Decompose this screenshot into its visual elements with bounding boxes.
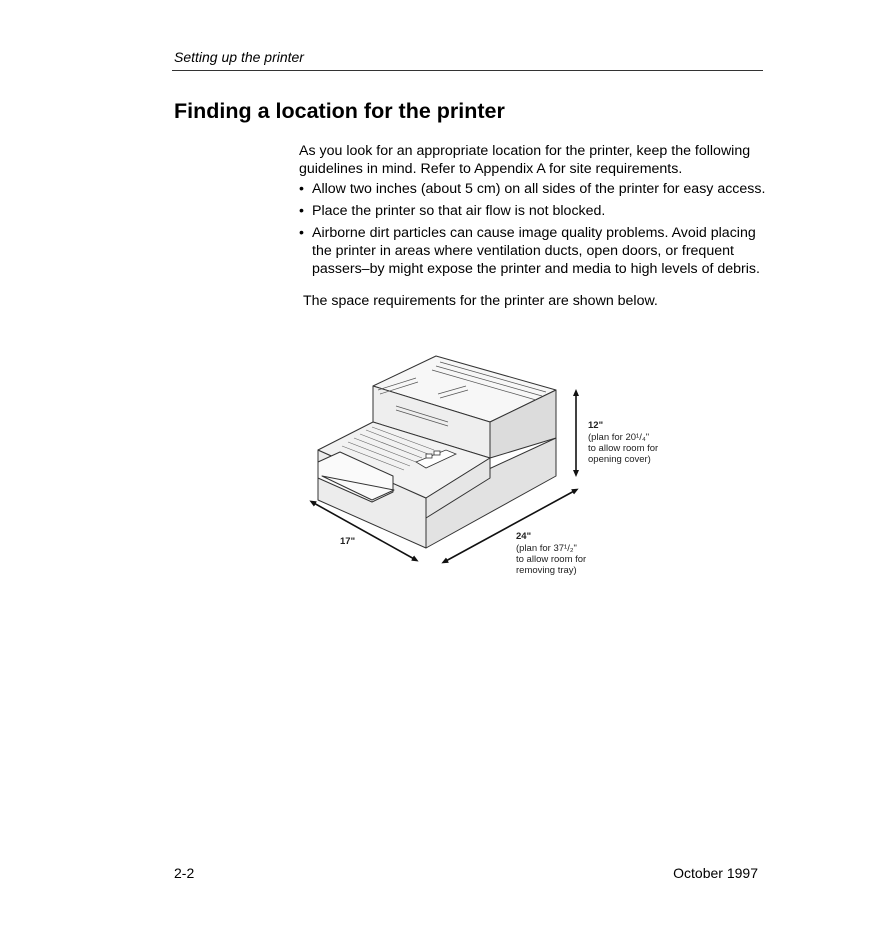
- list-item-text: Place the printer so that air flow is not blocked.: [312, 203, 606, 219]
- list-item-text: Allow two inches (about 5 cm) on all sides of the printer for easy access.: [312, 181, 766, 197]
- height-note-line: (plan for 20¹/₄": [588, 432, 650, 443]
- list-item-text: Airborne dirt particles can cause image quality problems. Avoid placing the printer in areas where ventilation ducts, open doors, or frequent passers–by might expose the printer and media to high levels of debris.: [312, 225, 760, 277]
- depth-note-line: removing tray): [516, 565, 577, 576]
- bullet-icon: •: [299, 181, 304, 197]
- printer-space-diagram: [308, 350, 668, 582]
- publication-date: October 1997: [673, 865, 758, 881]
- list-item: [299, 224, 769, 278]
- intro-paragraph: As you look for an appropriate location for the printer, keep the following guidelines in mind. Refer to Appendix A for site requirements.: [299, 143, 751, 177]
- bullet-icon: •: [299, 203, 304, 219]
- height-label: 12": [588, 420, 604, 431]
- depth-note-line: to allow room for: [516, 554, 587, 565]
- list-item: [299, 202, 769, 220]
- bullet-icon: •: [299, 225, 304, 241]
- page-number: 2-2: [174, 865, 195, 881]
- guidelines-list: [299, 180, 769, 278]
- space-requirements-note: The space requirements for the printer are shown below.: [303, 293, 658, 309]
- height-note-line: to allow room for: [588, 443, 659, 454]
- depth-label: 24": [516, 531, 532, 542]
- header-rule: [172, 70, 763, 71]
- height-note-line: opening cover): [588, 454, 651, 465]
- width-label: 17": [340, 536, 356, 547]
- running-head: Setting up the printer: [174, 49, 304, 65]
- list-item: [299, 180, 769, 198]
- depth-note-line: (plan for 37¹/₂": [516, 543, 577, 554]
- body-text: [299, 142, 769, 310]
- section-title: Finding a location for the printer: [174, 99, 505, 123]
- printer-illustration: [308, 350, 668, 582]
